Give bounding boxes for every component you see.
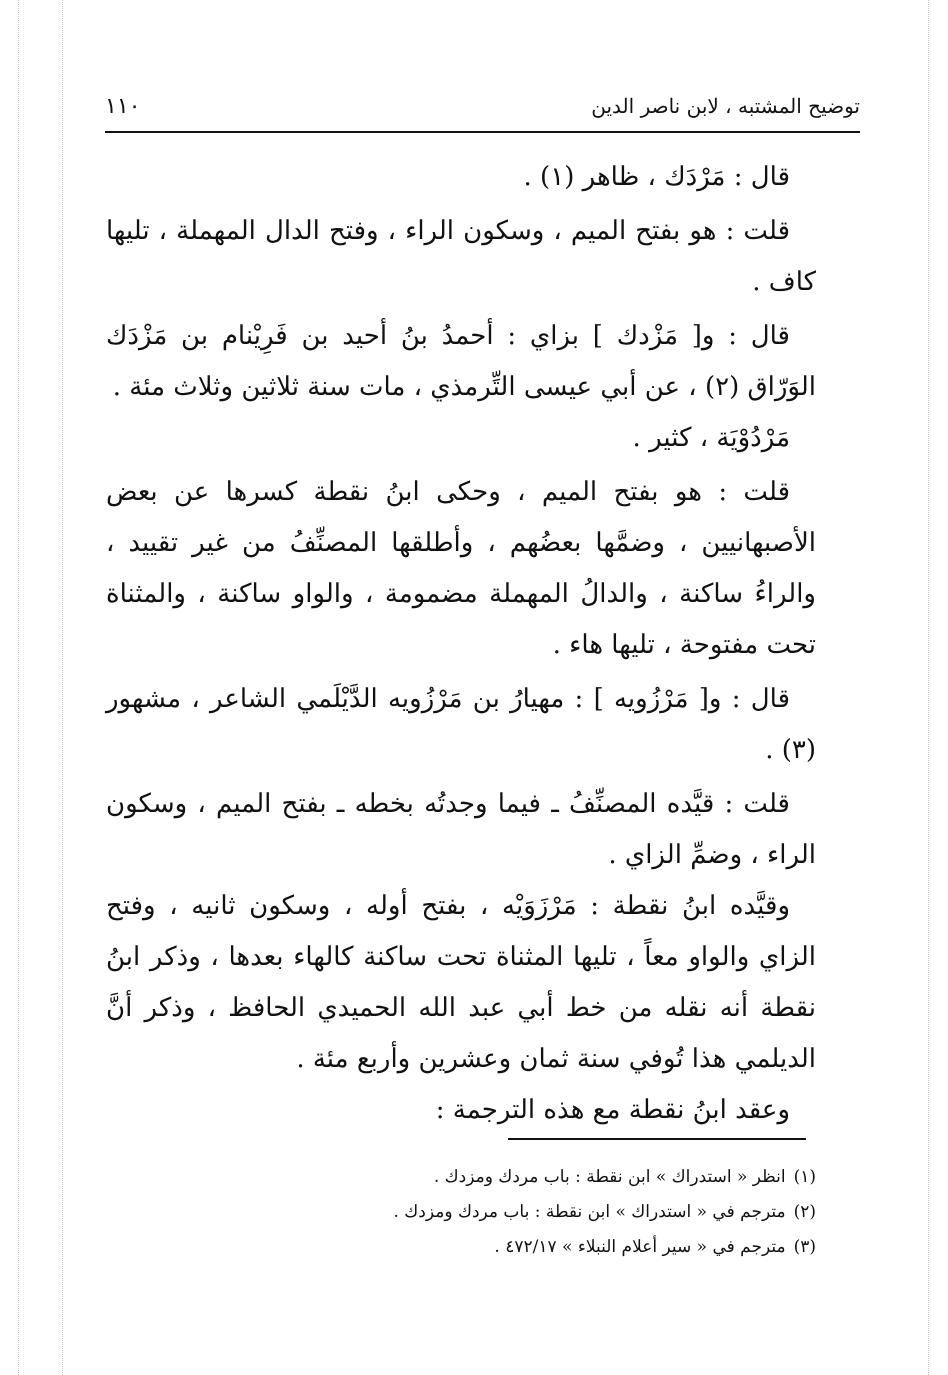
header-rule — [105, 131, 860, 133]
paragraph: وعقد ابنُ نقطة مع هذه الترجمة : — [435, 1095, 790, 1125]
paragraph: قال : و[ مَزْدك ] بزاي : أحمدُ بنُ أحيد بن فَرِيْنام بن مَزْدَك الوَرّاق (٢) ، عن أبي عيسى التِّرمذي ، مات سنة ثلاثين وثلاث مئة . — [106, 321, 816, 402]
footnote-text: مترجم في « استدراك » ابن نقطة : باب مردك ومزدك . — [393, 1202, 786, 1222]
page-number: ١١٠ — [105, 93, 141, 119]
paragraph: قال : مَرْدَك ، ظاهر (١) . — [523, 162, 790, 192]
footnote-number: (٢) — [793, 1202, 816, 1222]
main-text — [106, 152, 816, 1136]
paragraph: قال : و[ مَرْزُويه ] : مهيارُ بن مَرْزُويه الدَّيْلَمي الشاعر ، مشهور (٣) . — [106, 684, 816, 765]
page-header — [105, 84, 860, 128]
footnote — [200, 1230, 816, 1265]
paragraph: وقيَّده ابنُ نقطة : مَرْزَوَيْه ، بفتح أوله ، وسكون ثانيه ، وفتح الزاي والواو معاً ، تليها المثناة تحت ساكنة كالهاء بعدها ، وذكر ابنُ نقطة أنه نقله من خط أبي عبد الله الحميدي الحافظ ، وذكر أنَّ الديلمي هذا تُوفي سنة ثمان وعشرين وأربع مئة . — [106, 891, 816, 1074]
footnote — [200, 1195, 816, 1230]
footnote-number: (٣) — [793, 1237, 816, 1257]
footnote-rule — [508, 1138, 806, 1140]
scan-edge-line — [928, 0, 929, 1375]
footnotes — [200, 1160, 816, 1265]
scan-edge-line — [62, 0, 63, 1375]
footnote-text: انظر « استدراك » ابن نقطة : باب مردك ومزدك . — [433, 1167, 786, 1187]
footnote-number: (١) — [793, 1167, 816, 1187]
paragraph: قلت : هو بفتح الميم ، وسكون الراء ، وفتح الدال المهملة ، تليها كاف . — [106, 216, 816, 297]
running-title: توضيح المشتبه ، لابن ناصر الدين — [591, 94, 860, 118]
footnote-text: مترجم في « سير أعلام النبلاء » ٤٧٢/١٧ . — [494, 1237, 786, 1257]
scan-edge-line — [18, 0, 19, 1375]
paragraph: قلت : هو بفتح الميم ، وحكى ابنُ نقطة كسرها عن بعض الأصبهانيين ، وضمَّها بعضُهم ، وأطلقها المصنِّفُ من غير تقييد ، والراءُ ساكنة ، والدالُ المهملة مضمومة ، والواو ساكنة ، والمثناة تحت مفتوحة ، تليها هاء . — [106, 477, 816, 660]
paragraph: قلت : قيَّده المصنِّفُ ـ فيما وجدتُه بخطه ـ بفتح الميم ، وسكون الراء ، وضمِّ الزاي . — [106, 789, 816, 870]
footnote — [200, 1160, 816, 1195]
paragraph: مَرْدُوْيَة ، كثير . — [632, 423, 790, 453]
